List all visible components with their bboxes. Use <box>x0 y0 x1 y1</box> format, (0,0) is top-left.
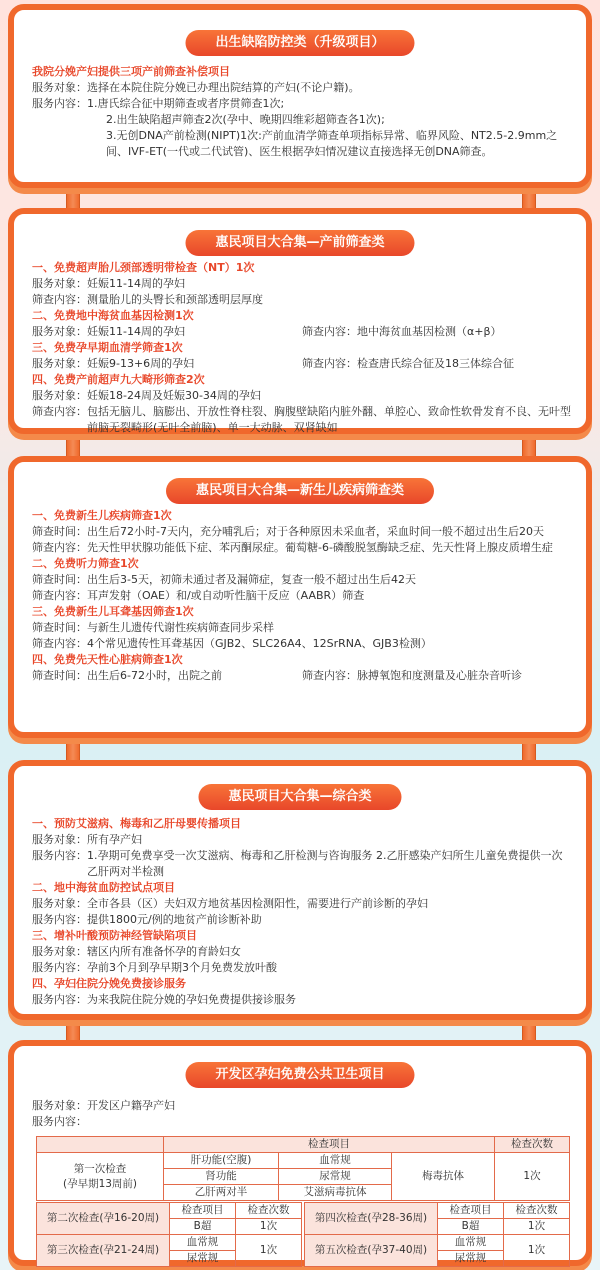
field-label: 服务对象： <box>32 325 87 338</box>
section-title: 一、免费新生儿疾病筛查1次 <box>32 509 172 522</box>
cell: 艾滋病毒抗体 <box>279 1185 392 1201</box>
field-value: 全市各县（区）夫妇双方地贫基因检测阳性，需要进行产前诊断的孕妇 <box>87 897 428 910</box>
cell: B超 <box>170 1219 236 1235</box>
first-exam-title: 第一次检查 <box>73 1162 127 1175</box>
card-prenatal-screening <box>8 208 592 434</box>
field-label: 筛查时间： <box>32 573 87 586</box>
exam-label: 第三次检查(孕21-24周) <box>37 1235 170 1267</box>
section-title: 二、免费听力筛查1次 <box>32 557 139 570</box>
cell: 血常规 <box>170 1235 236 1251</box>
field-label: 筛查时间： <box>32 621 87 634</box>
field-label: 服务对象： <box>32 389 87 402</box>
field-value: 4个常见遗传性耳聋基因（GJB2、SLC26A4、12SrRNA、GJB3检测） <box>87 637 432 650</box>
card-banner: 开发区孕妇免费公共卫生项目 <box>185 1062 414 1088</box>
cell: 检查次数 <box>236 1203 302 1219</box>
field-value: 孕前3个月到孕早期3个月免费发放叶酸 <box>87 961 277 974</box>
cell: 尿常规 <box>279 1169 392 1185</box>
field-label: 服务对象： <box>32 1099 87 1112</box>
card-banner: 惠民项目大合集—新生儿疾病筛查类 <box>166 478 434 504</box>
field-value: 妊娠18-24周及妊娠30-34周的孕妇 <box>87 389 261 402</box>
field-value: 开发区户籍孕产妇 <box>87 1099 175 1112</box>
field-value: 出生后72小时-7天内，充分哺乳后；对于各种原因未采血者，采血时间一般不超过出生后20天 <box>87 525 544 538</box>
section-title: 四、免费先天性心脏病筛查1次 <box>32 653 183 666</box>
field-value: 妊娠9-13+6周的孕妇 <box>87 357 195 370</box>
cell: B超 <box>438 1219 504 1235</box>
field-value: 辖区内所有准备怀孕的育龄妇女 <box>87 945 241 958</box>
field-label: 服务内容： <box>32 913 87 926</box>
field-label: 服务对象： <box>32 833 87 846</box>
field-value: 出生后6-72小时，出院之前 <box>87 669 222 682</box>
field-label: 筛查内容： <box>302 669 357 682</box>
section-title: 四、免费产前超声九大畸形筛查2次 <box>32 373 205 386</box>
section-title: 三、增补叶酸预防神经管缺陷项目 <box>32 929 197 942</box>
field-value: 选择在本院住院分娩已办理出院结算的产妇(不论户籍)。 <box>87 81 360 94</box>
field-label: 服务内容： <box>32 993 87 1006</box>
field-value: 所有孕产妇 <box>87 833 142 846</box>
field-value: 地中海贫血基因检测（α+β） <box>357 325 502 338</box>
cell: 1次 <box>504 1219 570 1235</box>
col-header-count: 检查次数 <box>495 1137 570 1153</box>
card-newborn-screening <box>8 456 592 738</box>
list-item: 3.无创DNA产前检测(NIPT)1次:产前血清学筛查单项指标异常、临界风险、NT2.5-2.9mm之间、IVF-ET(一代或二代试管)、医生根据孕妇情况建议直接选择无创DNA筛查。 <box>106 129 558 158</box>
field-label: 筛查内容： <box>302 325 357 338</box>
field-label: 筛查内容： <box>32 589 87 602</box>
field-value: 妊娠11-14周的孕妇 <box>87 325 185 338</box>
field-label: 筛查内容： <box>32 405 87 418</box>
field-value: 包括无脑儿、脑膨出、开放性脊柱裂、胸腹壁缺陷内脏外翻、单腔心、致命性软骨发育不良、无叶型前脑无裂畸形(无叶全前脑)、单一大动脉、双肾缺如 <box>87 405 571 434</box>
section-title: 二、地中海贫血防控试点项目 <box>32 881 175 894</box>
section-title: 我院分娩产妇提供三项产前筛查补偿项目 <box>32 65 230 78</box>
list-item: 2.出生缺陷超声筛查2次(孕中、晚期四维彩超筛查各1次); <box>106 113 385 126</box>
cell: 检查项目 <box>170 1203 236 1219</box>
field-value: 1.唐氏综合征中期筛查或者序贯筛查1次; <box>87 97 285 110</box>
cell: 尿常规 <box>438 1251 504 1267</box>
cell: 梅毒抗体 <box>392 1153 495 1201</box>
field-label: 筛查内容： <box>302 357 357 370</box>
cell: 肝功能(空腹) <box>164 1153 279 1169</box>
cell: 血常规 <box>279 1153 392 1169</box>
card-banner: 惠民项目大合集—产前筛查类 <box>185 230 414 256</box>
field-label: 筛查内容： <box>32 637 87 650</box>
field-label: 筛查内容： <box>32 293 87 306</box>
field-label: 服务对象： <box>32 81 87 94</box>
section-title: 一、免费超声胎儿颈部透明带检查（NT）1次 <box>32 261 255 274</box>
section-title: 三、免费新生儿耳聋基因筛查1次 <box>32 605 194 618</box>
section-title: 四、孕妇住院分娩免费接诊服务 <box>32 977 186 990</box>
field-value: 测量胎儿的头臀长和颈部透明层厚度 <box>87 293 263 306</box>
col-header-items: 检查项目 <box>164 1137 495 1153</box>
field-value: 妊娠11-14周的孕妇 <box>87 277 185 290</box>
exam-table-left <box>36 1202 302 1267</box>
field-label: 服务内容： <box>32 849 87 862</box>
field-value: 提供1800元/例的地贫产前诊断补助 <box>87 913 262 926</box>
cell: 1次 <box>236 1219 302 1235</box>
section-title: 一、预防艾滋病、梅毒和乙肝母婴传播项目 <box>32 817 241 830</box>
cell: 1次 <box>495 1153 570 1201</box>
field-value: 耳声发射（OAE）和/或自动听性脑干反应（AABR）筛查 <box>87 589 365 602</box>
cell: 尿常规 <box>170 1251 236 1267</box>
cell: 1次 <box>236 1235 302 1267</box>
cell: 检查项目 <box>438 1203 504 1219</box>
field-label: 服务内容： <box>32 961 87 974</box>
field-value: 检查唐氏综合征及18三体综合征 <box>357 357 514 370</box>
card-birth-defect <box>8 4 592 188</box>
field-value: 出生后3-5天，初筛未通过者及漏筛症，复查一般不超过出生后42天 <box>87 573 416 586</box>
field-label: 筛查时间： <box>32 525 87 538</box>
field-label: 服务对象： <box>32 357 87 370</box>
exam-label: 第五次检查(孕37-40周) <box>305 1235 438 1267</box>
exam-label: 第四次检查(孕28-36周) <box>305 1203 438 1235</box>
field-label: 服务对象： <box>32 897 87 910</box>
field-label: 服务内容： <box>32 1115 87 1128</box>
card-public-health <box>8 1040 592 1266</box>
cell: 1次 <box>504 1235 570 1267</box>
cell: 血常规 <box>438 1235 504 1251</box>
field-value: 1.孕期可免费享受一次艾滋病、梅毒和乙肝检测与咨询服务 2.乙肝感染产妇所生儿童免费提供一次乙肝两对半检测 <box>87 849 563 878</box>
cell: 乙肝两对半 <box>164 1185 279 1201</box>
card-comprehensive <box>8 760 592 1020</box>
cell: 检查次数 <box>504 1203 570 1219</box>
field-label: 筛查内容： <box>32 541 87 554</box>
exam-table-right <box>304 1202 570 1267</box>
first-exam-sub: (孕早期13周前) <box>62 1177 138 1190</box>
field-label: 服务内容： <box>32 97 87 110</box>
field-value: 脉搏氧饱和度测量及心脏杂音听诊 <box>357 669 522 682</box>
first-exam-label <box>37 1153 164 1201</box>
section-title: 二、免费地中海贫血基因检测1次 <box>32 309 194 322</box>
field-value: 先天性甲状腺功能低下症、苯丙酮尿症。葡萄糖-6-磷酸脱氢酶缺乏症、先天性肾上腺皮质增生症 <box>87 541 553 554</box>
card-banner: 惠民项目大合集—综合类 <box>198 784 401 810</box>
exam-label: 第二次检查(孕16-20周) <box>37 1203 170 1235</box>
field-value: 与新生儿遗传代谢性疾病筛查同步采样 <box>87 621 274 634</box>
card-banner: 出生缺陷防控类（升级项目） <box>185 30 414 56</box>
field-label: 服务对象： <box>32 945 87 958</box>
section-title: 三、免费孕早期血清学筛查1次 <box>32 341 183 354</box>
field-label: 服务对象： <box>32 277 87 290</box>
first-exam-table <box>36 1136 570 1201</box>
cell: 肾功能 <box>164 1169 279 1185</box>
field-value: 为来我院住院分娩的孕妇免费提供接诊服务 <box>87 993 296 1006</box>
field-label: 筛查时间： <box>32 669 87 682</box>
